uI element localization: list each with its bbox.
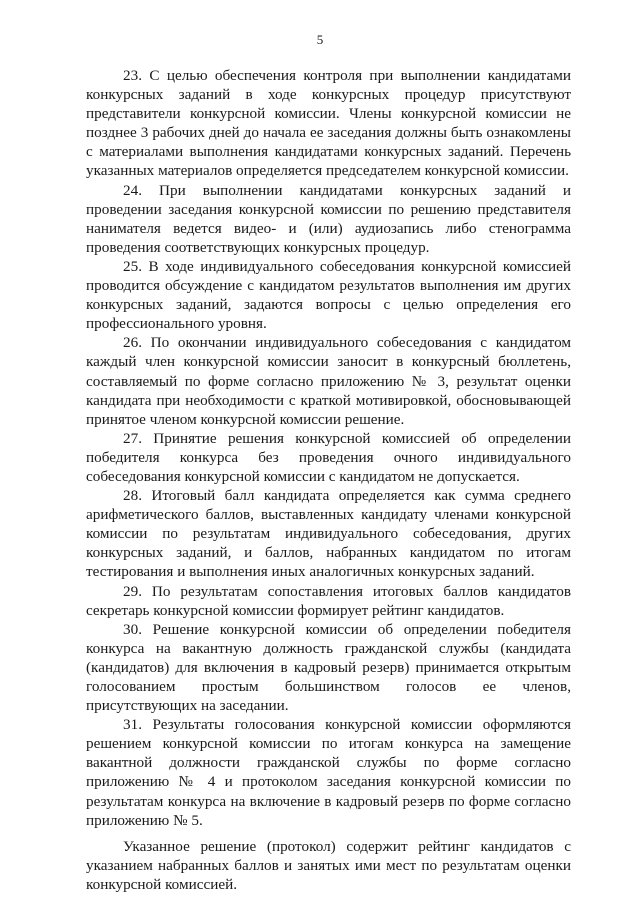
document-body (86, 66, 571, 894)
paragraph-31: 31. Результаты голосования конкурсной комиссии оформляются решением конкурсной комиссии по итогам конкурса на замещение вакантной должности гражданской службы по форме согласно приложению № 4 и протоколом заседания конкурсной комиссии по результатам конкурса на включение в кадровый резерв по форме согласно приложению № 5. (86, 716, 571, 829)
paragraph-29: 29. По результатам сопоставления итоговых баллов кандидатов секретарь конкурсной комиссии формирует рейтинг кандидатов. (86, 582, 571, 619)
paragraph-30: 30. Решение конкурсной комиссии об определении победителя конкурса на вакантную должность гражданской службы (кандидата (кандидатов) для включения в кадровый резерв) принимается открытым голосованием простым большинством голосов ее членов, присутствующих на заседании. (86, 620, 571, 715)
paragraph-23: 23. С целью обеспечения контроля при выполнении кандидатами конкурсных заданий в ходе конкурсных процедур присутствуют представители конкурсной комиссии. Члены конкурсной комиссии не позднее 3 рабочих дней до начала ее заседания должны быть ознакомлены с материалами выполнения кандидатами конкурсных заданий. Перечень указанных материалов определяется председателем конкурсной комиссии. (86, 67, 571, 180)
paragraph-25: 25. В ходе индивидуального собеседования конкурсной комиссией проводится обсуждение с кандидатом результатов выполнения им других конкурсных заданий, задаются вопросы с целью определения его профессионального уровня. (86, 257, 571, 333)
paragraph-26: 26. По окончании индивидуального собеседования с кандидатом каждый член конкурсной комиссии заносит в конкурсный бюллетень, составляемый по форме согласно приложению № 3, результат оценки кандидата при необходимости с краткой мотивировкой, обосновывающей принятое членом конкурсной комиссии решение. (86, 334, 571, 428)
paragraph-24: 24. При выполнении кандидатами конкурсных заданий и проведении заседания конкурсной комиссии по решению представителя нанимателя ведется видео- и (или) аудиозапись либо стенограмма проведения соответствующих конкурсных процедур. (86, 181, 571, 256)
paragraph-decision-note: Указанное решение (протокол) содержит рейтинг кандидатов с указанием набранных баллов и занятых ими мест по результатам оценки конкурсной комиссией. (86, 837, 571, 893)
paragraph-28: 28. Итоговый балл кандидата определяется как сумма среднего арифметического баллов, выставленных кандидату членами конкурсной комиссии по результатам индивидуального собеседования, других конкурсных заданий, и баллов, набранных кандидатом по итогам тестирования и выполнения иных аналогичных конкурсных заданий. (86, 487, 571, 581)
page-number: 5 (316, 32, 324, 47)
paragraph-27: 27. Принятие решения конкурсной комиссией об определении победителя конкурса без проведения очного индивидуального собеседования конкурсной комиссии с кандидатом не допускается. (86, 429, 571, 485)
